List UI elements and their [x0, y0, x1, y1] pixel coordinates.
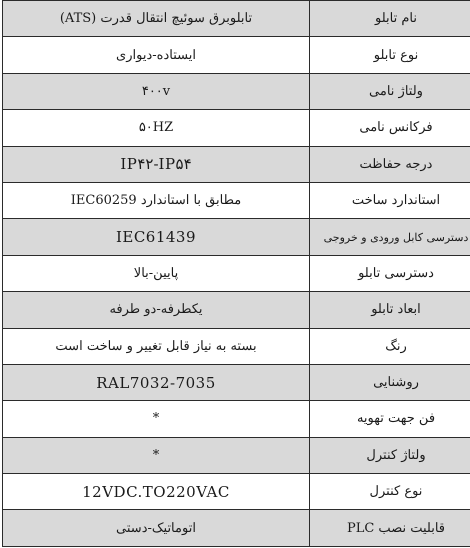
row-label: فرکانس نامی — [310, 110, 470, 146]
row-label: نام تابلو — [310, 1, 470, 37]
row-label: نوع تابلو — [310, 37, 470, 73]
row-label: درجه حفاظت — [310, 146, 470, 182]
table-row — [3, 474, 470, 510]
table-row — [3, 328, 470, 364]
row-value: پایین-بالا — [3, 255, 310, 291]
row-value: ۴۰۰v — [3, 73, 310, 109]
row-value: IEC61439 — [3, 219, 310, 255]
row-label: ابعاد تابلو — [310, 292, 470, 328]
row-value: یکطرفه-دو طرفه — [3, 292, 310, 328]
row-value: * — [3, 437, 310, 473]
table-row — [3, 292, 470, 328]
row-label: استاندارد ساخت — [310, 182, 470, 218]
spec-table — [2, 0, 470, 547]
row-label: ولتاژ نامی — [310, 73, 470, 109]
row-label: روشنایی — [310, 364, 470, 400]
row-label: دسترسی تابلو — [310, 255, 470, 291]
row-value: اتوماتیک-دستی — [3, 510, 310, 546]
table-row — [3, 401, 470, 437]
row-label: دسترسی کابل ورودی و خروجی — [310, 219, 470, 255]
table-row — [3, 37, 470, 73]
row-value: ۵۰HZ — [3, 110, 310, 146]
table-row — [3, 73, 470, 109]
table-row — [3, 255, 470, 291]
row-label: نوع کنترل — [310, 474, 470, 510]
row-label: ولتاژ کنترل — [310, 437, 470, 473]
row-value: * — [3, 401, 310, 437]
row-value: IEC60259 مطابق با استاندارد — [3, 182, 310, 218]
row-label: رنگ — [310, 328, 470, 364]
row-value: ایستاده-دیواری — [3, 37, 310, 73]
table-row — [3, 110, 470, 146]
row-value: بسته به نیاز قابل تغییر و ساخت است — [3, 328, 310, 364]
table-row — [3, 510, 470, 546]
table-row — [3, 182, 470, 218]
row-label: فن جهت تهویه — [310, 401, 470, 437]
table-row — [3, 437, 470, 473]
table-row — [3, 146, 470, 182]
row-value: 12VDC.TO220VAC — [3, 474, 310, 510]
row-value: (ATS) تابلوبرق سوئیچ انتقال قدرت — [3, 1, 310, 37]
row-label: قابلیت نصب PLC — [310, 510, 470, 546]
table-row — [3, 1, 470, 37]
table-row — [3, 364, 470, 400]
row-value: IP۴۲-IP۵۴ — [3, 146, 310, 182]
row-value: RAL7032-7035 — [3, 364, 310, 400]
table-row — [3, 219, 470, 255]
